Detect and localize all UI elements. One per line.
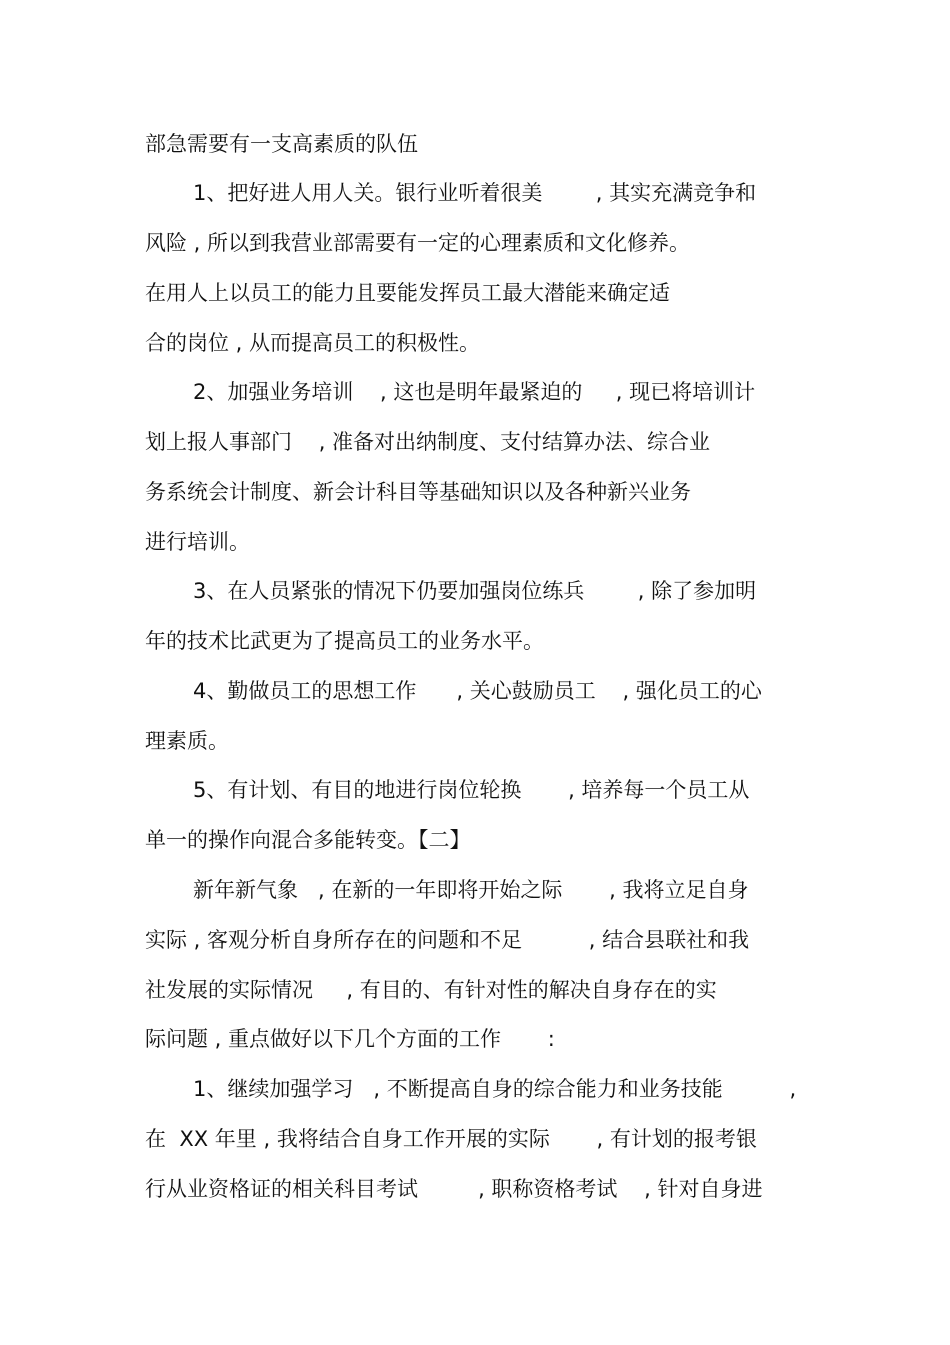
text-line: 风险 , 所以到我营业部需要有一定的心理素质和文化修养。 bbox=[145, 231, 691, 255]
text-line: 合的岗位 , 从而提高员工的积极性。 bbox=[145, 331, 481, 355]
text-line: 1、继续加强学习 , 不断提高自身的综合能力和业务技能 , bbox=[193, 1077, 797, 1101]
text-line: 1、把好进人用人关。银行业听着很美 , 其实充满竞争和 bbox=[193, 181, 757, 205]
text-line: 部急需要有一支高素质的队伍 bbox=[145, 132, 418, 156]
text-line: 理素质。 bbox=[145, 729, 229, 753]
text-line: 社发展的实际情况 , 有目的、有针对性的解决自身存在的实 bbox=[145, 978, 717, 1002]
text-line: 际问题 , 重点做好以下几个方面的工作 : bbox=[145, 1027, 555, 1051]
text-line: 单一的操作向混合多能转变。【二】 bbox=[145, 828, 471, 852]
text-line: 在 XX 年里 , 我将结合自身工作开展的实际 , 有计划的报考银 bbox=[145, 1127, 757, 1151]
text-line: 年的技术比武更为了提高员工的业务水平。 bbox=[145, 629, 544, 653]
text-line: 务系统会计制度、新会计科目等基础知识以及各种新兴业务 bbox=[145, 480, 691, 504]
text-line: 3、在人员紧张的情况下仍要加强岗位练兵 , 除了参加明 bbox=[193, 579, 757, 603]
text-line: 行从业资格证的相关科目考试 , 职称资格考试 , 针对自身进 bbox=[145, 1177, 763, 1201]
text-line: 4、勤做员工的思想工作 , 关心鼓励员工 , 强化员工的心 bbox=[193, 679, 762, 703]
text-line: 在用人上以员工的能力且要能发挥员工最大潜能来确定适 bbox=[145, 281, 670, 305]
text-line: 新年新气象 , 在新的一年即将开始之际 , 我将立足自身 bbox=[193, 878, 749, 902]
text-line: 5、有计划、有目的地进行岗位轮换 , 培养每一个员工从 bbox=[193, 778, 750, 802]
text-line: 实际 , 客观分析自身所存在的问题和不足 , 结合县联社和我 bbox=[145, 928, 750, 952]
text-line: 进行培训。 bbox=[145, 530, 250, 554]
text-line: 2、加强业务培训 , 这也是明年最紧迫的 , 现已将培训计 bbox=[193, 380, 756, 404]
text-line: 划上报人事部门 , 准备对出纳制度、支付结算办法、综合业 bbox=[145, 430, 711, 454]
